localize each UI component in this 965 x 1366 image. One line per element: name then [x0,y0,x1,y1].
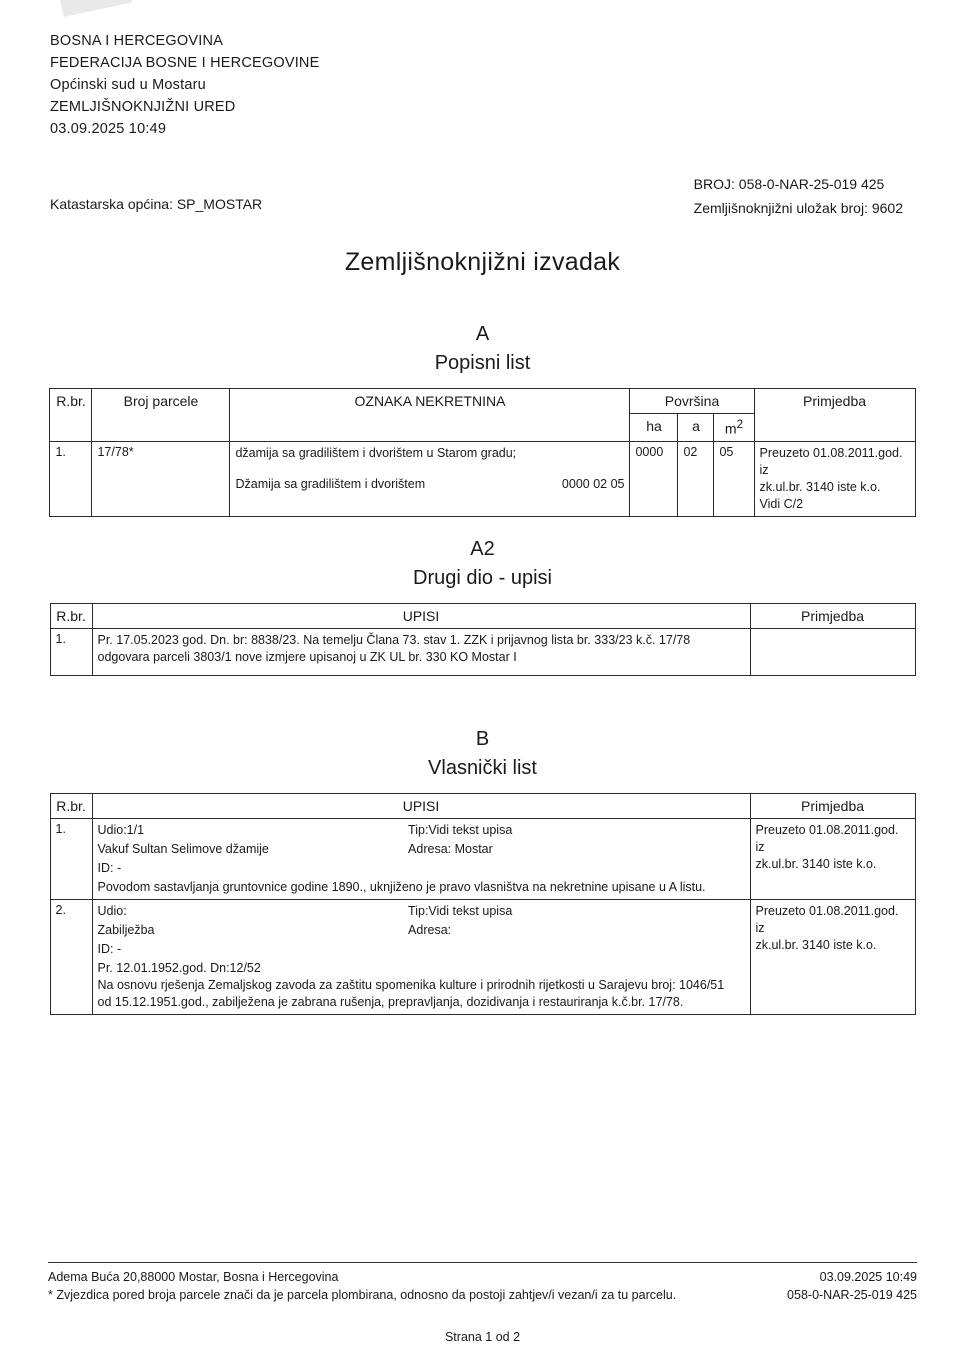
header-line-country: BOSNA I HERCEGOVINA [50,33,224,49]
cell-entries [92,629,750,676]
cell-rbr: 2. [50,900,92,1015]
footer-document-number: 058-0-NAR-25-019 425 [787,1288,917,1302]
remark-line: zk.ul.br. 3140 iste k.o. [755,938,877,952]
table-row [50,900,915,1015]
entry-pair [98,941,745,958]
page-title: Zemljišnoknjižni izvadak [344,248,621,276]
cell-rbr: 1. [50,441,92,516]
cell-remark [750,900,915,1015]
remark-line: Preuzeto 01.08.2011.god. iz [759,445,903,477]
table-row [50,629,915,676]
designation-line-2 [235,476,624,493]
cell-rbr: 1. [50,819,92,900]
footer-row-2 [48,1286,917,1304]
section-b [0,725,965,1015]
section-a2-name: Drugi dio - upisi [413,567,552,589]
entry-line: Pr. 17.05.2023 god. Dn. br: 8838/23. Na temelju Člana 73. stav 1. ZZK i prijavnog lista br. 333/23 k.č. 17/78 [97,633,691,647]
entry-pair [98,922,745,939]
page-number: Strana 1 od 2 [444,1330,521,1344]
table-popisni-list [49,388,915,517]
entry-left: ID: - [97,861,122,875]
entry-pair [98,822,745,839]
col-header-area: Površina [630,389,754,414]
section-b-name: Vlasnički list [428,757,537,779]
entry-pair [98,841,745,858]
col-header-remark: Primjedba [750,794,915,819]
remark-line: Preuzeto 01.08.2011.god. iz [755,823,899,854]
table-header-row [50,604,915,629]
table-vlasnicki-list [50,793,916,1015]
entry-left: Udio: [97,904,127,918]
cell-entries [92,819,750,900]
col-header-rbr: R.br. [50,389,92,442]
section-b-letter: B [475,728,490,750]
remark-line: zk.ul.br. 3140 iste k.o. [755,857,877,871]
entry-left: Vakuf Sultan Selimove džamije [97,842,269,856]
cell-rbr: 1. [50,629,92,676]
table-row [50,819,915,900]
designation-line-1: džamija sa gradilištem i dvorištem u Starom gradu; [235,445,517,460]
designation-text: Džamija sa gradilištem i dvorištem [235,476,426,491]
table-drugi-dio-upisi [50,603,916,676]
entry-pair [98,903,745,920]
col-header-property-designation: OZNAKA NEKRETNINA [230,389,630,442]
remark-line: zk.ul.br. 3140 iste k.o. [759,479,881,494]
table-header-row [50,794,915,819]
section-a-name: Popisni list [434,352,531,374]
footer-note: * Zvjezdica pored broja parcele znači da je parcela plombirana, odnosno da postoji zahtjev/i vezan/i za tu parcelu. [48,1288,677,1302]
cell-entries [92,900,750,1015]
cell-area-m2: 05 [714,441,754,516]
designation-area: 0000 02 05 [561,476,625,491]
entry-left: Zabilježba [97,923,155,937]
footer-row-1 [48,1268,917,1286]
entry-line: od 15.12.1951.god., zabilježena je zabrana rušenja, prepravljanja, dozidivanja i restauriranja k.č.br. 17/78. [97,995,684,1009]
cell-property-designation [230,441,630,516]
entry-right: Adresa: [408,923,452,937]
section-a-letter: A [475,323,490,345]
entry-line: odgovara parceli 3803/1 nove izmjere upisanoj u ZK UL br. 330 KO Mostar I [97,650,517,664]
cell-parcel-number: 17/78* [92,441,230,516]
document-reference-block [694,172,903,220]
cadastral-municipality: Katastarska općina: SP_MOSTAR [50,196,263,212]
authority-header [50,30,319,140]
document-number: BROJ: 058-0-NAR-25-019 425 [693,176,885,192]
entry-pair [98,860,745,877]
remark-line: Vidi C/2 [759,496,804,511]
col-header-remark: Primjedba [754,389,915,442]
entry-right: Adresa: Mostar [408,842,493,856]
cell-remark [750,629,915,676]
col-header-entries: UPISI [92,794,750,819]
cell-area-a: 02 [678,441,714,516]
entry-left: Udio:1/1 [97,823,145,837]
col-header-entries: UPISI [92,604,750,629]
table-header-row [50,389,915,414]
entry-line: Povodom sastavljanja gruntovnice godine 1890., uknjiženo je pravo vlasništva na nekretnine upisane u A listu. [97,880,706,894]
table-row [50,441,915,516]
entry-left: ID: - [97,942,122,956]
cell-remark [750,819,915,900]
col-header-rbr: R.br. [50,794,92,819]
header-line-office: ZEMLJIŠNOKNJIŽNI URED [50,99,236,115]
section-a2-letter: A2 [470,538,495,560]
col-header-ha: ha [630,414,678,442]
footer-datetime: 03.09.2025 10:49 [819,1270,917,1284]
entry-line: Pr. 12.01.1952.god. Dn:12/52 [97,961,261,975]
col-header-parcel-number: Broj parcele [92,389,230,442]
scan-artifact [58,0,132,17]
col-header-m2: $m^2$ [714,414,754,442]
col-header-remark: Primjedba [750,604,915,629]
section-a [0,320,965,517]
col-header-rbr: R.br. [50,604,92,629]
entry-line: Na osnovu rješenja Zemaljskog zavoda za zaštitu spomenika kulture i prirodnih rijetkosti u Sarajevu broj: 1046/51 [97,978,725,992]
remark-line: Preuzeto 01.08.2011.god. iz [755,904,899,935]
entry-right: Tip:Vidi tekst upisa [408,904,513,918]
col-header-a: a [678,414,714,442]
entry-right: Tip:Vidi tekst upisa [408,823,513,837]
header-line-datetime: 03.09.2025 10:49 [50,121,167,137]
section-a2 [0,535,965,676]
page-footer [48,1262,917,1304]
header-line-court: Općinski sud u Mostaru [50,77,206,93]
footer-address: Adema Buća 20,88000 Mostar, Bosna i Hercegovina [48,1270,339,1284]
cell-remark [754,441,915,516]
land-register-folio: Zemljišnoknjižni uložak broj: 9602 [693,200,903,216]
header-line-federation: FEDERACIJA BOSNE I HERCEGOVINE [50,55,320,71]
cell-area-ha: 0000 [630,441,678,516]
